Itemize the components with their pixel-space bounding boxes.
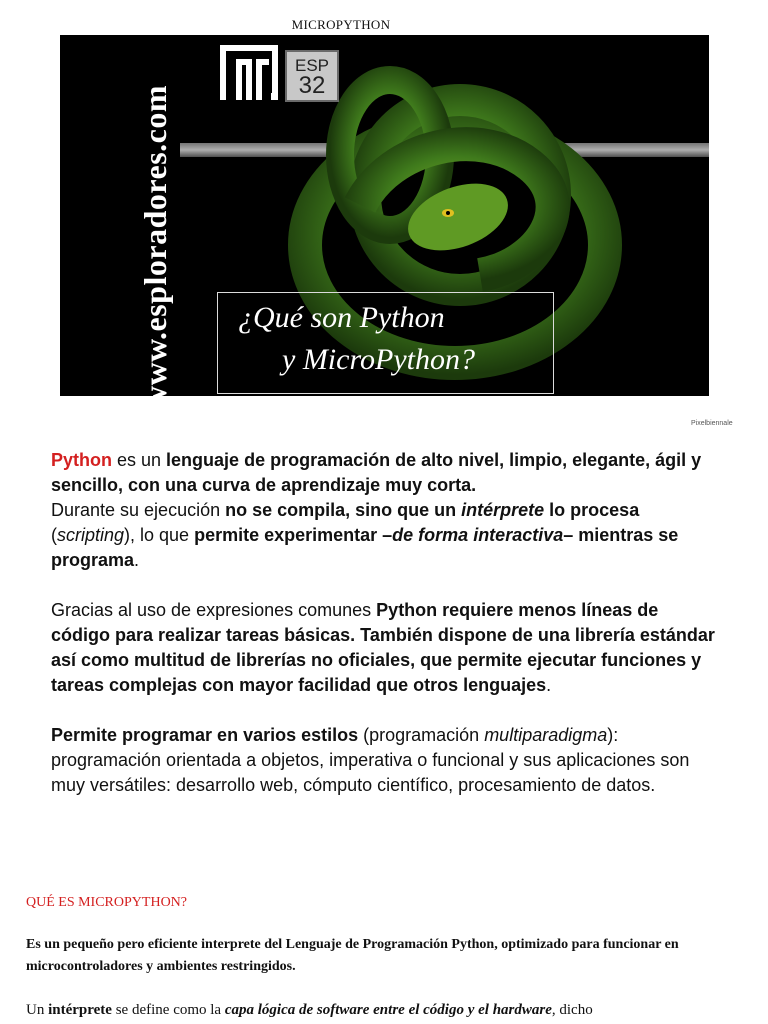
- intro-paragraph-1: Python es un lenguaje de programación de alto nivel, limpio, elegante, ágil y sencillo, con una curva de aprendizaje muy corta.: [51, 450, 702, 495]
- intro-paragraph-4: Permite programar en varios estilos (programación multiparadigma): programación orientada a objetos, imperativa o funcional y sus aplicaciones son muy versátiles: desarrollo web, cómputo científico, procesamiento de datos.: [51, 725, 690, 795]
- banner-caption: [217, 292, 554, 394]
- micropython-definition: Es un pequeño pero eficiente interprete del Lenguaje de Programación Python, optimizado para funcionar en microcontroladores y ambientes restringidos.: [26, 937, 679, 974]
- esp32-chip-icon: [285, 50, 339, 102]
- micropython-logo-icon: [219, 42, 281, 104]
- python-word: Python: [51, 450, 112, 470]
- caption-line-2: y MicroPython?: [282, 343, 475, 376]
- page-header-title: MICROPYTHON: [291, 17, 391, 32]
- caption-line-1: ¿Qué son Python: [238, 301, 445, 334]
- site-url-vertical: www.esploradores.com: [137, 84, 173, 410]
- photo-watermark: Pixelbiennale: [691, 420, 733, 427]
- intro-paragraph-2: Durante su ejecución no se compila, sino que un intérprete lo procesa (scripting), lo que permite experimentar –de forma interactiva– mientras se programa.: [51, 500, 679, 570]
- intro-paragraph-3: Gracias al uso de expresiones comunes Python requiere menos líneas de código para realizar tareas básicas. También dispone de una librería estándar así como multitud de librerías no oficiales, que permite ejecutar funciones y tareas complejas con mayor facilidad que otros lenguajes.: [51, 600, 715, 695]
- esp-number: 32: [298, 72, 326, 99]
- esp-label: ESP: [294, 56, 330, 75]
- section-heading-micropython: QUÉ ES MICROPYTHON?: [26, 895, 187, 910]
- interpreter-definition: Un intérprete se define como la capa lógica de software entre el código y el hardware, dicho: [26, 1002, 593, 1018]
- intro-text: [51, 448, 721, 866]
